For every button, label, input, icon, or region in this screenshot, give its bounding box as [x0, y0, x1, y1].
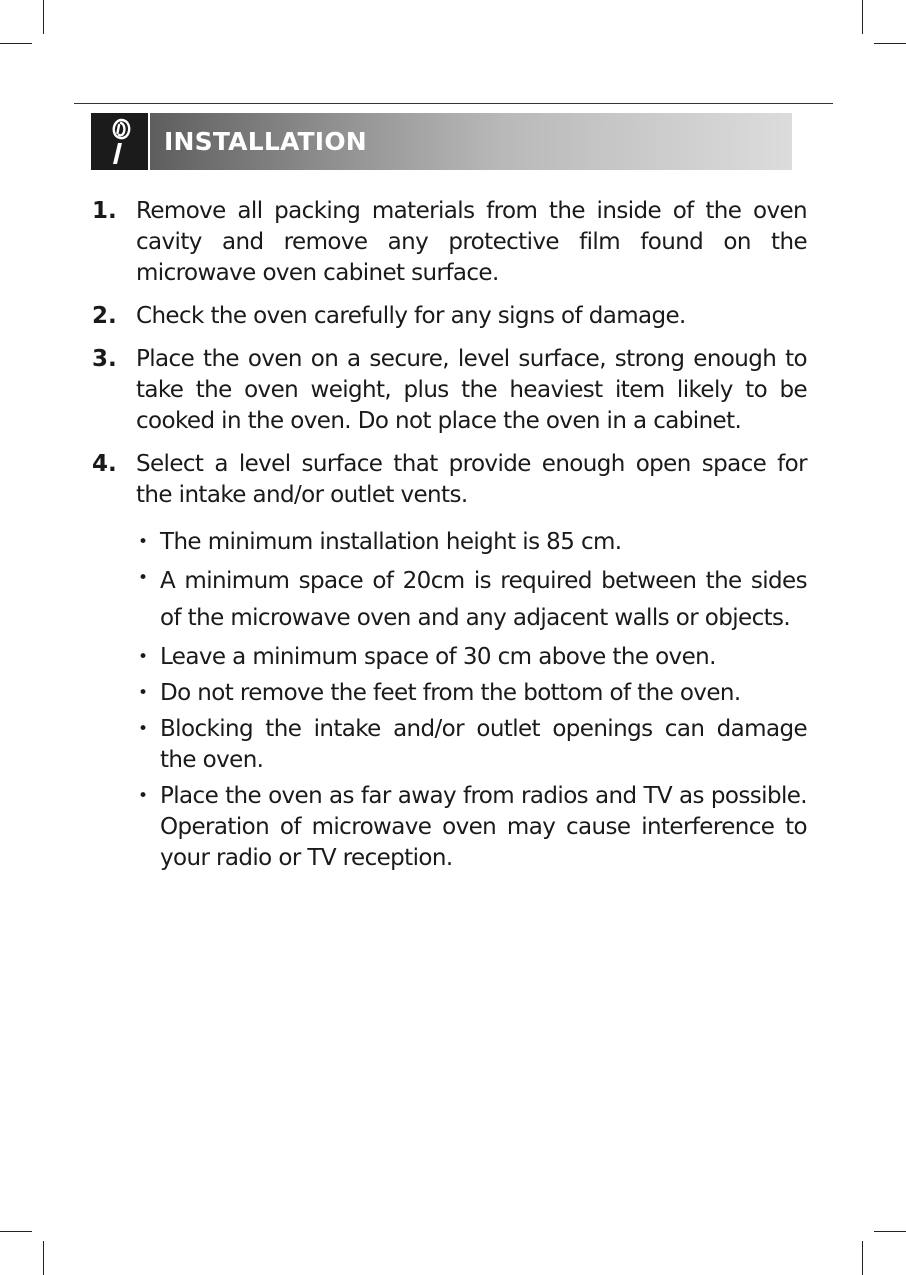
- bullet-item: [136, 563, 807, 637]
- crop-mark: [862, 1241, 863, 1275]
- crop-mark: [874, 1231, 906, 1232]
- bullet-symbol: •: [138, 647, 149, 667]
- section-title-bar: [150, 113, 792, 170]
- top-rule: [74, 103, 833, 104]
- step-text: Remove all packing materials from the inside of the oven cavity and remove any protective film found on the microwave oven cabinet surface.: [136, 198, 807, 286]
- section-title: INSTALLATION: [164, 127, 367, 156]
- bullet-symbol: •: [138, 786, 149, 806]
- crop-mark: [874, 43, 906, 44]
- step-item: [92, 301, 807, 332]
- crop-mark: [0, 43, 32, 44]
- crop-mark: [43, 1241, 44, 1275]
- step-text: Place the oven on a secure, level surface, strong enough to take the oven weight, plus the heaviest item likely to be cooked in the oven. Do not place the oven in a cabinet.: [136, 346, 807, 434]
- bullet-symbol: •: [138, 719, 149, 739]
- step-item: [92, 449, 807, 511]
- crop-mark: [862, 0, 863, 34]
- bullet-item: [136, 642, 807, 673]
- bullet-item: [136, 527, 807, 558]
- bullet-item: [136, 678, 807, 709]
- caution-info-icon-graphic: [105, 117, 135, 167]
- step-item: [92, 344, 807, 437]
- bullet-list: [136, 527, 807, 874]
- caution-info-icon: [91, 113, 148, 170]
- bullet-item: [136, 714, 807, 776]
- section-header: [91, 113, 792, 170]
- step-number: 4.: [92, 451, 117, 477]
- step-text: Select a level surface that provide enough open space for the intake and/or outlet vents.: [136, 451, 807, 508]
- bullet-item: [136, 781, 807, 874]
- step-text: Check the oven carefully for any signs of damage.: [136, 303, 686, 329]
- step-number: 1.: [92, 198, 117, 224]
- bullet-symbol: •: [138, 568, 149, 588]
- step-item: [92, 196, 807, 289]
- bullet-text: Leave a minimum space of 30 cm above the oven.: [160, 644, 716, 670]
- step-number: 3.: [92, 346, 117, 372]
- step-number: 2.: [92, 303, 117, 329]
- bullet-text: Blocking the intake and/or outlet openings can damage the oven.: [160, 716, 807, 773]
- bullet-text: Do not remove the feet from the bottom of the oven.: [160, 680, 741, 706]
- bullet-symbol: •: [138, 532, 149, 552]
- crop-mark: [0, 1231, 32, 1232]
- bullet-text: Place the oven as far away from radios and TV as possible. Operation of microwave oven may cause interference to your radio or TV reception.: [160, 783, 807, 871]
- bullet-symbol: •: [138, 683, 149, 703]
- bullet-text: A minimum space of 20cm is required between the sides of the microwave oven and any adjacent walls or objects.: [160, 568, 807, 631]
- bullet-text: The minimum installation height is 85 cm.: [160, 529, 622, 555]
- installation-content: [92, 196, 807, 879]
- crop-mark: [43, 0, 44, 34]
